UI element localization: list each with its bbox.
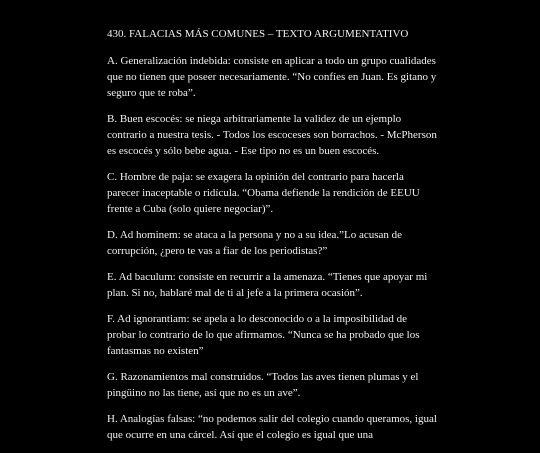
- document-body: [107, 26, 437, 453]
- fallacy-paragraph-h: H. Analogías falsas: “no podemos salir del colegio cuando queramos, igual que ocurre en una cárcel. Así que el colegio es igual que una: [107, 413, 437, 441]
- fallacy-paragraph-a: A. Generalización indebida: consiste en aplicar a todo un grupo cualidades que no tienen que poseer necesariamente. “No confíes en Juan. Es gitano y seguro que te roba”.: [107, 55, 437, 99]
- fallacy-paragraph-e: E. Ad baculum: consiste en recurrir a la amenaza. “Tienes que apoyar mi plan. Si no, hablaré mal de ti al jefe a la primera ocasión”.: [107, 271, 428, 299]
- fallacy-paragraph-c: C. Hombre de paja: se exagera la opinión del contrario para hacerla parecer inaceptable o ridícula. “Obama defiende la rendición de EEUU frente a Cuba (solo quiere negociar)”.: [107, 171, 420, 215]
- fallacy-paragraph-g: G. Razonamientos mal construidos. “Todos las aves tienen plumas y el pingüino no las tiene, así que no es un ave”.: [107, 371, 419, 399]
- fallacy-paragraph-f: F. Ad ignorantiam: se apela a lo desconocido o a la imposibilidad de probar lo contrario de lo que afirmamos. “Nunca se ha probado que los fantasmas no existen”: [107, 313, 420, 357]
- fallacy-paragraph-b: B. Buen escocés: se niega arbitrariamente la validez de un ejemplo contrario a nuestra tesis. - Todos los escoceses son borrachos. - McPherson es escocés y sólo bebe agua. - Ese tipo no es un buen escocés.: [107, 113, 437, 157]
- fallacy-paragraph-d: D. Ad hominem: se ataca a la persona y no a su idea.”Lo acusan de corrupción, ¿pero te vas a fiar de los periodistas?”: [107, 229, 403, 257]
- document-title: 430. FALACIAS MÁS COMUNES – TEXTO ARGUMENTATIVO: [107, 28, 409, 40]
